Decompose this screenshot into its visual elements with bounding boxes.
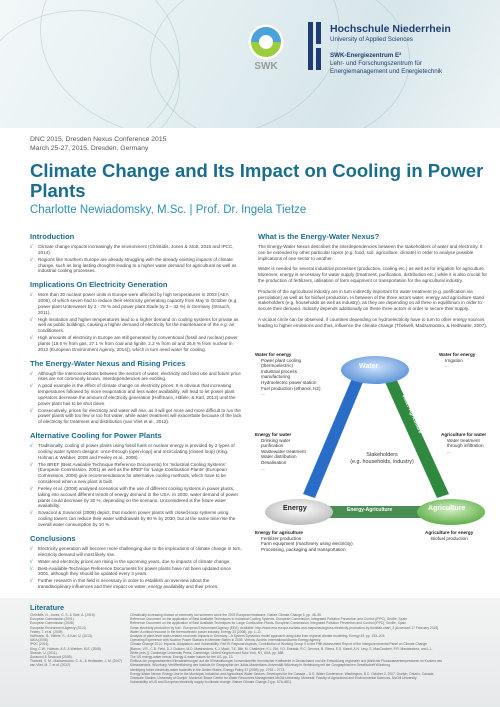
literature-reference: Operating Experience with Nuclear Power Stations in Member States in 2005. Vienna, Austria: International Atomic Energy Agency.	[130, 638, 322, 643]
institute-name: SWK-Energiezentrum E²	[330, 52, 402, 59]
literature-author: European Commission (2006)	[30, 621, 74, 626]
conference-info	[30, 136, 166, 153]
list-item: Power plant cooling (thermoelectric)	[261, 357, 302, 369]
agriculture-for-energy-title: Agriculture for energy	[425, 530, 474, 535]
energy-for-agriculture-box	[255, 530, 405, 552]
list-item: // A good example is the effect of climate change on electricity prices: It is obvious that increasing temperatures followed by more evaporation and less water availability, will lead to let power plant operators decrease the amount of electricity generation (Hoffmann, Häfele, & Karl, 2013) until the power plant has to be shut down.	[30, 383, 242, 406]
list-item: // Further research in this field is necessary in order to establish an overview about the transdisciplinary influences and their impact on water, energy availability and their prices.	[30, 578, 242, 590]
literature-reference: White (eds.)]. Cambridge University Press, Cambridge, United Kingdom and New York, NY, USA, pp. 688.	[130, 650, 285, 655]
list-item: // Best-Available-Technique Reference Documents for power plants have not been updated since 2001, although they should be updated every 3 years.	[30, 566, 242, 578]
literature-author: King, C.W., Holman, A.S. & Webber, M.E. (2008)	[30, 646, 102, 651]
institute-line3: Energiemanagement und Energietechnik	[330, 67, 443, 75]
literature-reference: Reference Document on the application of Best Available Techniques to Industrial Cooling Systems. European Commission, Integrated Pollution Prevention and Control (IPPC), Seville, Spain	[130, 617, 407, 622]
literature-author: European Commission (2001)	[30, 617, 74, 622]
nexus-paragraph: Water is needed for several industrial processes (production, cooling etc.) as well as for irrigation for agriculture. Moreover, energy is necessary for water supply (treatment, purification, distribution etc.) while it is also crucial for the production of fertilizers, utilisation of farm equipment or transportation for the agricultural industry.	[258, 266, 488, 283]
literature-reference: Klimawandels. Würzburg: Veröffentlichung des Instituts für Geographie der Julius-Maximilians-Universität Würzburg in Verbindung mit der Geographischen Gesellschaft Würzburg.	[130, 663, 391, 668]
nexus-paragraph: Products of the agricultural industry are in turn indirectly important for water treatment (e.g. purification via percolation) as well as for biofuel production. In between of the three actors water, energy and agriculture stand stakeholders (e.g. households as well as industry), as they are depending on all three in equilibrium in order to secure their demand. Industry depends additionally on these three actors in order to secure their supply.	[258, 288, 484, 312]
list-item: Water treatment through infiltration	[447, 437, 484, 449]
literature-reference: Climate Change 2014: Impacts, Adaptation, and Vulnerability. Part B: Regional Aspects. Contribution of Working Group II to the Fifth Assessment Report of the Intergovernmental Panel on Climate Change	[130, 642, 428, 647]
agriculture-for-water-box	[441, 432, 495, 454]
list-item: // Consecutively, prices for electricity and water will rise, as it will get more and more difficult to run the power plants with too few or too hot water, while water treatment will exacerbate because of the lack of electricity for treatment and distribution (van Vliet et al., 2012).	[30, 408, 242, 425]
stakeholders-line1: Stakeholders	[366, 452, 398, 458]
energy-for-water-box	[255, 432, 311, 471]
list-item: Drinking water purification	[261, 437, 291, 449]
list-item: Irrigation	[445, 357, 463, 363]
energy-label: Energy	[283, 505, 307, 512]
literature-reference: Water: A critical resource in the thermoelectric power industry. Energy 33 (2008), pp. 1–11.	[130, 629, 262, 634]
list-item: Farm equipment (machinery using electricity)	[261, 541, 353, 547]
introduction-heading: Introduction	[30, 232, 75, 241]
list-item: // High insolation and higher temperatures lead to a higher demand on cooling systems for private as well as public buildings, causing a higher demand of electricity for the maintenance of the e.g. air conditioners.	[30, 317, 242, 334]
energy-node	[265, 499, 333, 525]
literature-author: Hoffmann, B., Häfele, S., & Karl, U. (2013)	[30, 634, 92, 639]
literature-author: Strauch, U. (2011)	[30, 650, 57, 655]
literature-heading: Literature	[30, 603, 65, 612]
list-item: ...	[447, 448, 451, 454]
conference-line1: DNC 2015, Dresden Nexus Conference 2015	[30, 136, 167, 143]
water-for-energy-2-title: Water for energy	[439, 352, 476, 357]
literature-author: IPCC (2014)	[30, 642, 49, 647]
literature-reference: The US energy-water nexus: Energy & water issues for the US. pp. 13.	[130, 655, 234, 660]
left-column	[30, 232, 242, 591]
institute-line2: Lehr- und Forschungszentrum für	[330, 60, 422, 67]
literature-reference: [Barros, V.R., C.B. Field, D.J. Dokken, M.D. Mastrandrea, K.J. Mach, T.E. Bilir, M. Chatterjee, K.L. Ebi, Y.O. Estrada, R.C. Genova, B. Girma, E.S. Kissel, A.N. Levy, S. MacCracken, P.R. Mastrandrea, and L.L.	[130, 646, 433, 651]
list-item: // Water and electricity prices are rising in the upcoming years, due to impacts of climate change.	[30, 559, 242, 565]
list-item: ...	[261, 465, 265, 471]
nexus-def-heading: What is the Energy-Water Nexus?	[258, 232, 380, 241]
conclusions-list	[30, 546, 242, 590]
literature-reference: Climatically increasing chance of extremely hot summers since the 2003 European heatwave. Nature Climate Change 5, pp. 46–50.	[130, 613, 323, 617]
list-item: Fertilizer production	[261, 535, 302, 541]
water-for-energy-title: Water for energy	[255, 352, 292, 357]
stakeholders-center	[347, 452, 417, 465]
list-item: // Traditionally, cooling of power plants using fossil fuels or nuclear energy is provided by 2 types of cooling water system designs: once-through (open-loop) and recirculating (closed loop) (King, Holman & Webber, 2008 and Feeley et al., 2008).	[30, 443, 242, 460]
list-item: // Regions like Southern Europe are already struggling with the already existing impacts of climate change, such as long lasting droughts leading to a higher water demand for agricultural as well as industrial cooling processes.	[30, 257, 242, 274]
agriculture-for-energy-box	[425, 530, 495, 541]
literature-reference: Analysis of plant-level water-related economic impacts in Germany – A System Dynamics model approach using data from regional climate modelling. Energy 49, pp. 193–203.	[130, 634, 386, 639]
literature-reference: Energy-Water Nexus: Energy Use in the Municipal, Industrial, and Agricultural Water Sectors. Developed for the Canada – U.S. Water Conference, Washington, D.C. October 2, 2007. Guelph, Ontario, Canada.	[130, 671, 435, 676]
arrow-energy-agri-label: Energy-Agriculture	[347, 507, 393, 513]
literature-reference: Identifying future electricity-water tradeoffs in the United States. Energy Policy 37 (2009), pp. 2763 – 2773.	[130, 667, 286, 672]
literature-left-column	[30, 613, 125, 668]
list-item: Processing, packaging and transportation	[261, 546, 346, 552]
nexus-prices-list	[30, 371, 242, 426]
arrow-water-agriculture	[385, 376, 449, 498]
water-node	[341, 356, 409, 384]
university-name: Hochschule Niederrhein	[330, 23, 451, 35]
nexus-paragraph: A vicious circle can be observed, if countries depending on hydroelectricity have to turn to other energy sources leading to higher emissions and thus, influence the climate change (Thelwell, Madramootoo, & Hedtwater, 2007).	[258, 316, 488, 328]
university-subtitle: University of Applied Sciences	[330, 36, 413, 43]
literature-reference: Einfluss der prognostizierten Klimaänderungen auf die Klimawirkungen konventioneller thermischer Kraftwerke in Deutschland und die Entwicklung regionaler und jährlicher Flusswassertemperaturen im Kontext des	[130, 659, 443, 664]
list-item: // Feeley et al. (2008) analysed scenarios with the use of different cooling systems in power plants, taking into account different trends of energy demand in the USA. In 2030, water demand of power plants could decrease by 30 %, depending on the scenario. Unconsidered is the future water availability.	[30, 486, 242, 509]
agriculture-label: Agriculture	[428, 505, 466, 512]
implications-list	[30, 292, 242, 352]
literature-reference: Reference Document on the application of Best Available Techniques for Large Combustion Plants. European Commission, Integrated Pollution Prevention and Control (IPPC), Seville, Spain	[130, 621, 407, 626]
energy-water-nexus-diagram	[255, 348, 495, 564]
implications-heading: Implications On Electricity Generation	[30, 280, 168, 290]
literature-author: IAEA (2006)	[30, 638, 48, 643]
swk-logo-text: SWK	[254, 61, 278, 72]
stakeholders-line2: (e.g. households, industry)	[350, 458, 414, 465]
nexus-prices-heading: The Energy-Water Nexus and Rising Prices	[30, 358, 186, 368]
list-item: Fuel production (ethanol, H2)	[261, 385, 321, 391]
list-item: Water distribution	[261, 454, 297, 460]
literature-reference: Vulnerability of US and European electricity supply to climate change. Nature Climate Change 2 (pp. 676–681).	[130, 680, 292, 685]
nexus-paragraph: The Energy-Water Nexus describes the interdependencies between the stakeholders of water and electricity. It can be extended by other particular topics (e.g. food, soil, agriculture, climate) in order to analyse possible implications of one sector to another.	[258, 244, 483, 261]
list-item: Biofuel production	[431, 535, 468, 541]
cooling-heading: Alternative Cooling for Power Plants	[30, 431, 162, 441]
water-for-energy-box-2	[439, 352, 495, 369]
arrow-water-agri-label: Water-Agriculture	[400, 393, 424, 435]
list-item: // More than 30 nuclear power units in Europe were affected by high temperatures in 2003 (AEA 2006), of which seven had to reduce their electricity generating capacity from May to October (e.g. power plant Unterweser by 2 - 78 % and power plant Stade by 3 – 32 %) in Germany (Strauch, 2011).	[30, 292, 242, 315]
literature-reference: Gross electricity production by fuel - European Environment Agency (EEA). Available: http://www.eea.europa.eu/data-and-maps/daviz/gross-electricity-production-by-fuel#tab-chart_2 [Accessed 17 February 2015]	[130, 625, 439, 630]
energy-for-agriculture-title: Energy for agriculture	[255, 530, 303, 535]
water-label: Water	[359, 363, 379, 370]
list-item: Desalination	[261, 459, 287, 465]
literature-author: Sovacool & Sovacool (2009)	[30, 655, 72, 660]
conclusions-heading: Conclusions	[30, 533, 76, 543]
literature-author: Feeley, T. et al. (2008)	[30, 629, 63, 634]
list-item: ...	[261, 391, 265, 397]
list-item: Wastewater treatment	[261, 448, 306, 454]
right-column	[258, 232, 490, 334]
list-item: Hydroelectric power station	[261, 379, 317, 385]
swk-logo	[233, 20, 299, 72]
list-item: ...	[445, 363, 449, 369]
authors: Charlotte Newiadomsky, M.Sc. | Prof. Dr. Ingela Tietze	[30, 204, 307, 216]
list-item: // Climate change impacts increasingly the environment (Christidis, Jones & Stott, 2015 and IPCC, 2014).	[30, 244, 242, 256]
cooling-list	[30, 443, 242, 528]
literature-author: Thelwell, S. M., Madramootoo, C. A., & Hedtwater, J. M. (2007)	[30, 659, 122, 664]
water-for-energy-box	[255, 352, 325, 397]
list-item: // Although the interconnections between the sectors of water, electricity and land use and future price rises are not commonly known, interdependencies are exciting.	[30, 371, 242, 383]
list-item: // Electricity generation will become more challenging due to the implications of climate change in turn, electricity demand will most likely rise.	[30, 546, 242, 558]
literature-right-column	[130, 613, 490, 684]
list-item: // The BREF (Best Available Technique Reference Documents) for 'Industrial Cooling Systems' (European Commission, 2001) as well as the BREF for 'Large Combustion Plants' (European Commission, 2006) give recommendations for alternative cooling methods, which have to be considered when a new plant is built.	[30, 462, 242, 485]
literature-author: European Environment Agency (2014)	[30, 625, 86, 630]
list-item: // Sovacool & Sovacool (2009) depict, that modern power plants with closed-loop systems using cooling towers can reduce their water withdrawals by 90 % by 2030, but at the same time rise the overall water consumption by 10 %.	[30, 510, 242, 527]
hn-logo	[306, 16, 324, 76]
agriculture-node	[417, 499, 485, 525]
arrow-water-energy-label: Water-Energy	[310, 397, 328, 430]
conference-line2: March 25-27, 2015, Dresden, Germany	[30, 144, 149, 152]
literature-reference: Graduate Studies, University of Guelph. Montreal: Brace Centre for Water Resources Management McGill University, Montreal: Faculty of Agricultural and Environmental Sciences, McGill University.	[130, 676, 418, 681]
university-block	[330, 23, 495, 75]
agriculture-for-water-title: Agriculture for water	[441, 432, 487, 437]
literature-author: Christidis, N., Jones, G. S. & Stott, A. (2015)	[30, 613, 95, 617]
list-item: Industrial process manufacturing	[261, 368, 298, 380]
introduction-list	[30, 244, 242, 274]
literature-author: van Vliet, M. T. et al. (2012)	[30, 663, 71, 668]
list-item: // High amounts of electricity in Europe are still generated by conventional (fossil and nuclear) power plants (18.6 % from gas, 27.1 % from coal and lignite, 2.2 % from oil and 26.8 % from nuclear in 2012 (European Environment Agency, 2014)), which in turn need water for cooling.	[30, 335, 242, 352]
poster-title: Climate Change and Its Impact on Cooling in Power Plants	[30, 160, 484, 201]
energy-for-water-title: Energy for water	[255, 432, 292, 437]
